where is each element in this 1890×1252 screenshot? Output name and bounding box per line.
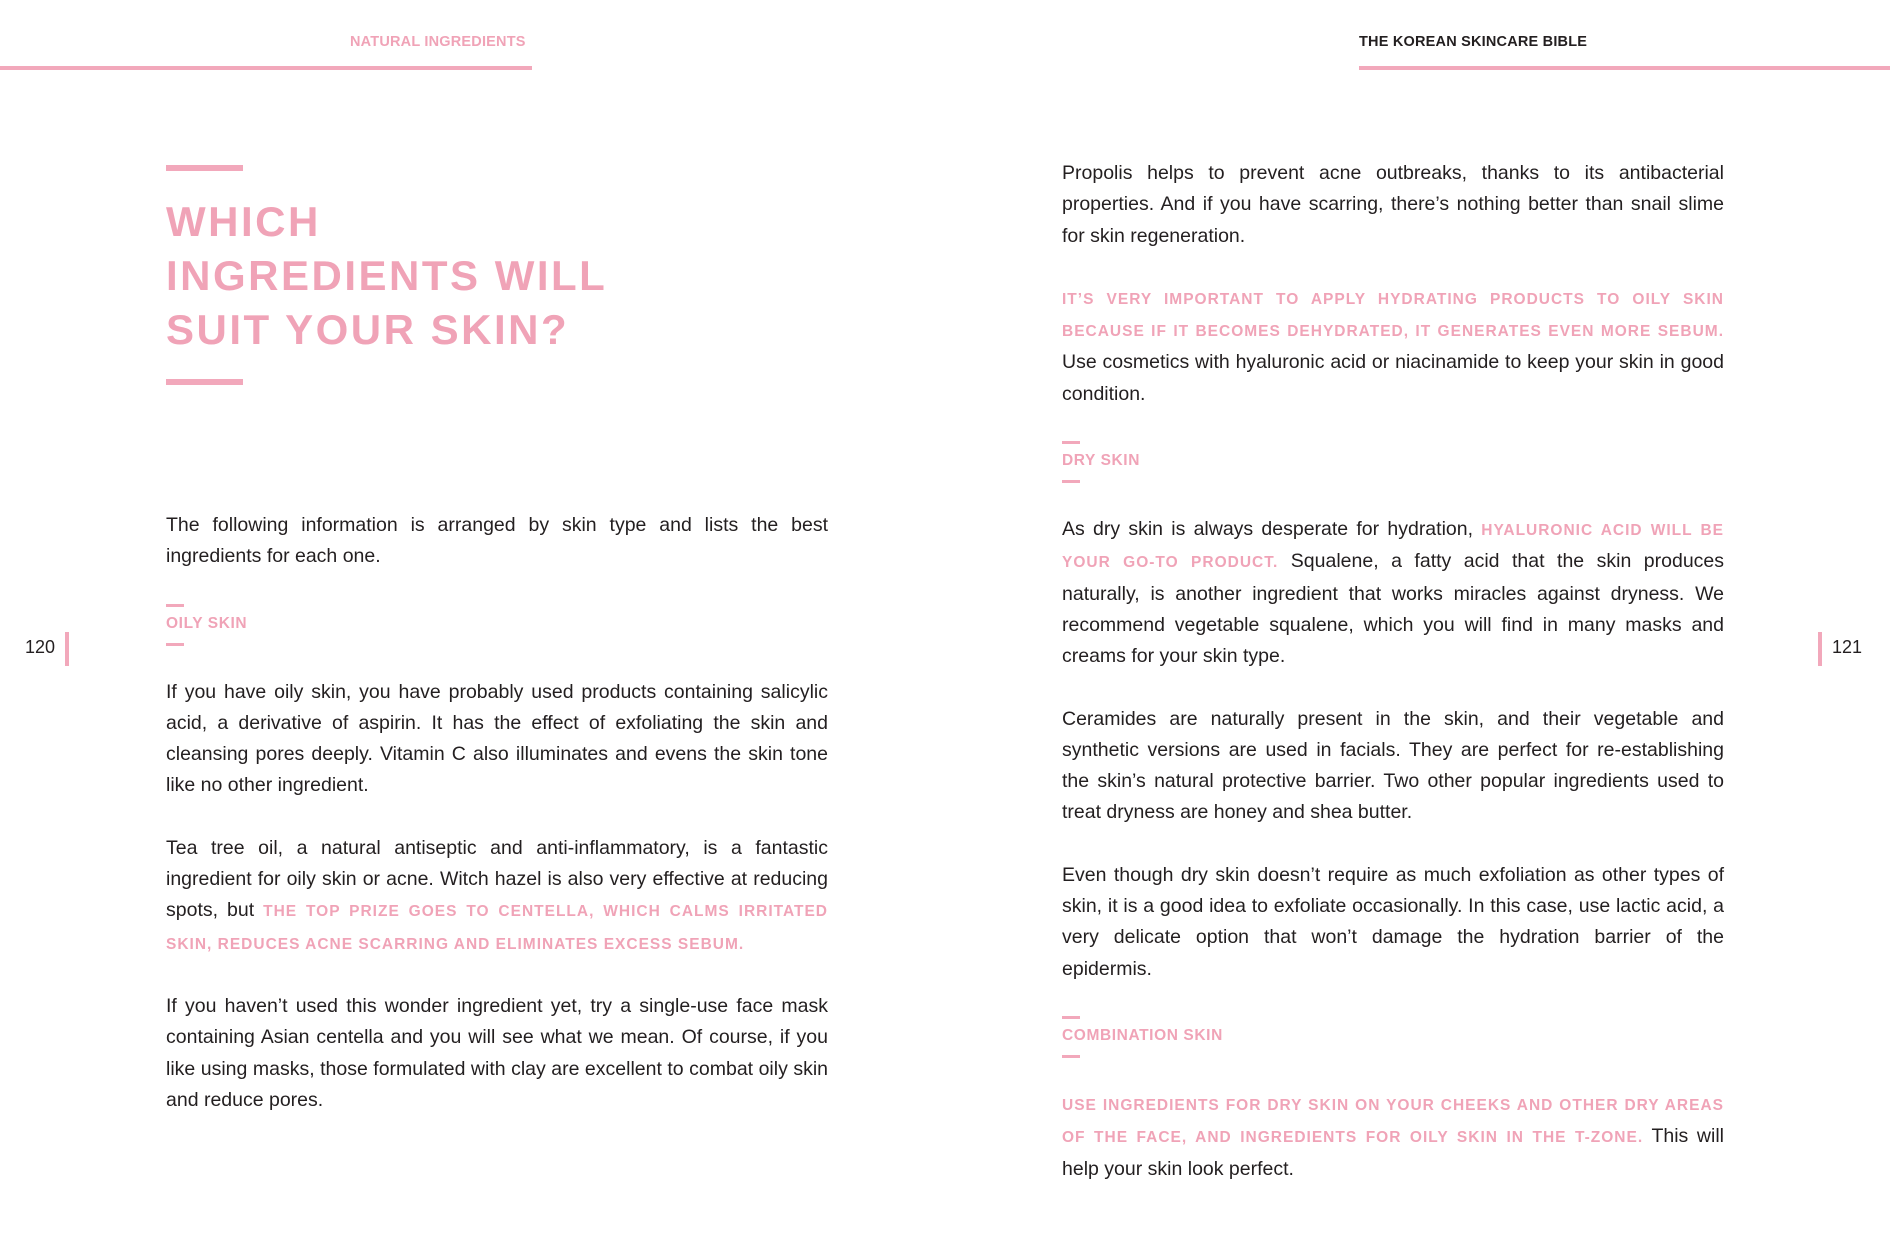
page-number-left: 120 [25,637,56,657]
combination-paragraph [1062,1089,1724,1185]
title-bar-top [166,165,243,171]
page-number-bar-right [1818,632,1822,666]
dry-paragraph-1 [1062,514,1724,672]
page-number-right: 121 [1832,637,1863,657]
header-rule-right [1359,66,1890,70]
intro-paragraph: The following information is arranged by skin type and lists the best ingredients for each one. [166,514,828,568]
dry-paragraph-3: Even though dry skin doesn’t require as much exfoliation as other types of skin, it is a good idea to exfoliate occasionally. In this case, use lactic acid, a very delicate option that won’t damage the hydration barrier of the epidermis. [1062,863,1724,980]
dry-highlight: HYALURONIC ACID WILL BE YOUR GO-TO PRODUCT. [1062,522,1724,572]
running-head-left: NATURAL INGREDIENTS [350,34,526,50]
oily-paragraph-2-text: Tea tree oil, a natural antiseptic and anti-inflammatory, is a fantastic ingredient for oily skin or acne. Witch hazel is also very effective at reducing spots, but [166,836,828,922]
page-title-line-3: SUIT YOUR SKIN? [166,306,570,353]
propolis-paragraph: Propolis helps to prevent acne outbreaks, thanks to its antibacterial properties. And if you have scarring, there’s nothing better than snail slime for skin regeneration. [1062,162,1724,247]
hydrating-paragraph [1062,283,1724,410]
page-title-line-2: INGREDIENTS WILL [166,252,608,299]
combination-highlight: USE INGREDIENTS FOR DRY SKIN ON YOUR CHEEKS AND OTHER DRY AREAS OF THE FACE, AND INGREDIENTS FOR OILY SKIN IN THE T-ZONE. [1062,1096,1724,1147]
oily-paragraph-2 [166,833,828,960]
page-title [166,195,828,357]
combination-paragraph-text: This will help your skin look perfect. [1062,1125,1724,1180]
dry-skin-heading: DRY SKIN [1062,452,1141,470]
dry-paragraph-2: Ceramides are naturally present in the skin, and their vegetable and synthetic versions are used in facials. They are perfect for re-establishing the skin’s natural protective barrier. Two other popular ingredients used to treat dryness are honey and shea butter. [1062,707,1724,824]
oily-paragraph-3: If you haven’t used this wonder ingredient yet, try a single-use face mask containing Asian centella and you will see what we mean. Of course, if you like using masks, those formulated with clay are excellent to combat oily skin and reduce pores. [166,994,828,1111]
hydrating-highlight: IT’S VERY IMPORTANT TO APPLY HYDRATING PRODUCTS TO OILY SKIN BECAUSE IF IT BECOMES DEHYDRATED, IT GENERATES EVEN MORE SEBUM. [1062,290,1724,341]
left-page-body [166,510,828,1116]
oily-paragraph-1: If you have oily skin, you have probably used products containing salicylic acid, a derivative of aspirin. It has the effect of exfoliating the skin and cleansing pores deeply. Vitamin C also illuminates and evens the skin tone like no other ingredient. [166,680,828,797]
dry-paragraph-1-text-b: Squalene, a fatty acid that the skin produces naturally, is another ingredient that works miracles against dryness. We recommend vegetable squalene, which you will find in many masks and creams for your skin type. [1062,550,1725,668]
page-number-bar-left [65,632,69,666]
header-rule-left [0,66,532,70]
combination-skin-heading: COMBINATION SKIN [1062,1026,1223,1044]
dry-paragraph-1-text-a: As dry skin is always desperate for hydration, [1062,518,1474,541]
combination-skin-bar-top [1062,1016,1080,1019]
oily-skin-bar-top [166,604,184,607]
hydrating-paragraph-text: Use cosmetics with hyaluronic acid or niacinamide to keep your skin in good condition. [1062,351,1724,405]
running-head-right: THE KOREAN SKINCARE BIBLE [1359,34,1588,50]
right-page-body [1062,158,1724,1185]
dry-skin-bar-top [1062,441,1080,444]
left-page-title-block [166,165,828,385]
page-title-line-1: WHICH [166,198,321,245]
title-bar-bottom [166,379,243,385]
oily-skin-heading: OILY SKIN [166,614,248,632]
oily-highlight: THE TOP PRIZE GOES TO CENTELLA, WHICH CALMS IRRITATED SKIN, REDUCES ACNE SCARRING AND ELIMINATES EXCESS SEBUM. [166,903,828,953]
